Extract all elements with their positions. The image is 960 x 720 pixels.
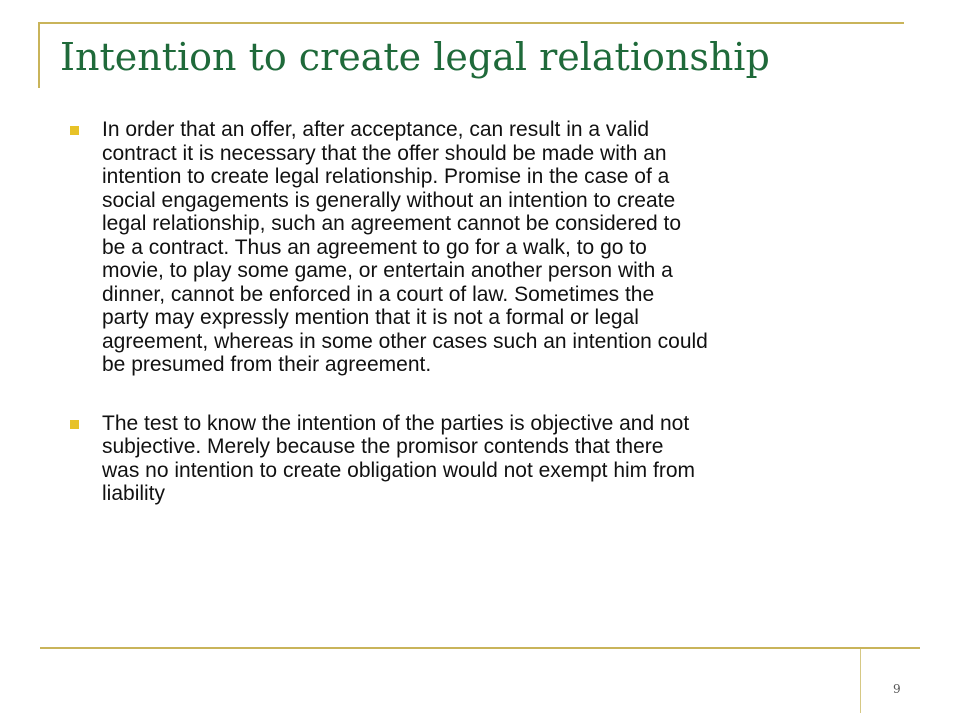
- bullet-text: The test to know the intention of the parties is objective and not subjective. Merely because the promisor contends that there was no intention to create obligation would not exempt him from liability: [102, 411, 695, 505]
- left-rule: [38, 22, 40, 88]
- bullet-list: [70, 118, 910, 541]
- page-number: 9: [893, 682, 901, 696]
- slide-title: Intention to create legal relationship: [60, 35, 770, 79]
- top-rule: [40, 22, 904, 24]
- bullet-text: In order that an offer, after acceptance, can result in a valid contract it is necessary that the offer should be made with an intention to create legal relationship. Promise in the case of a social engagements is generally without an intention to create legal relationship, such an agreement cannot be considered to be a contract. Thus an agreement to go for a walk, to go to movie, to play some game, or entertain another person with a dinner, cannot be enforced in a court of law. Sometimes the party may expressly mention that it is not a formal or legal agreement, whereas in some other cases such an intention could be presumed from their agreement.: [102, 118, 708, 376]
- footer-divider: [860, 649, 861, 713]
- bullet-item: [70, 412, 910, 506]
- bullet-item: [70, 118, 910, 377]
- square-bullet-icon: [70, 126, 79, 135]
- square-bullet-icon: [70, 420, 79, 429]
- bottom-rule: [40, 647, 920, 649]
